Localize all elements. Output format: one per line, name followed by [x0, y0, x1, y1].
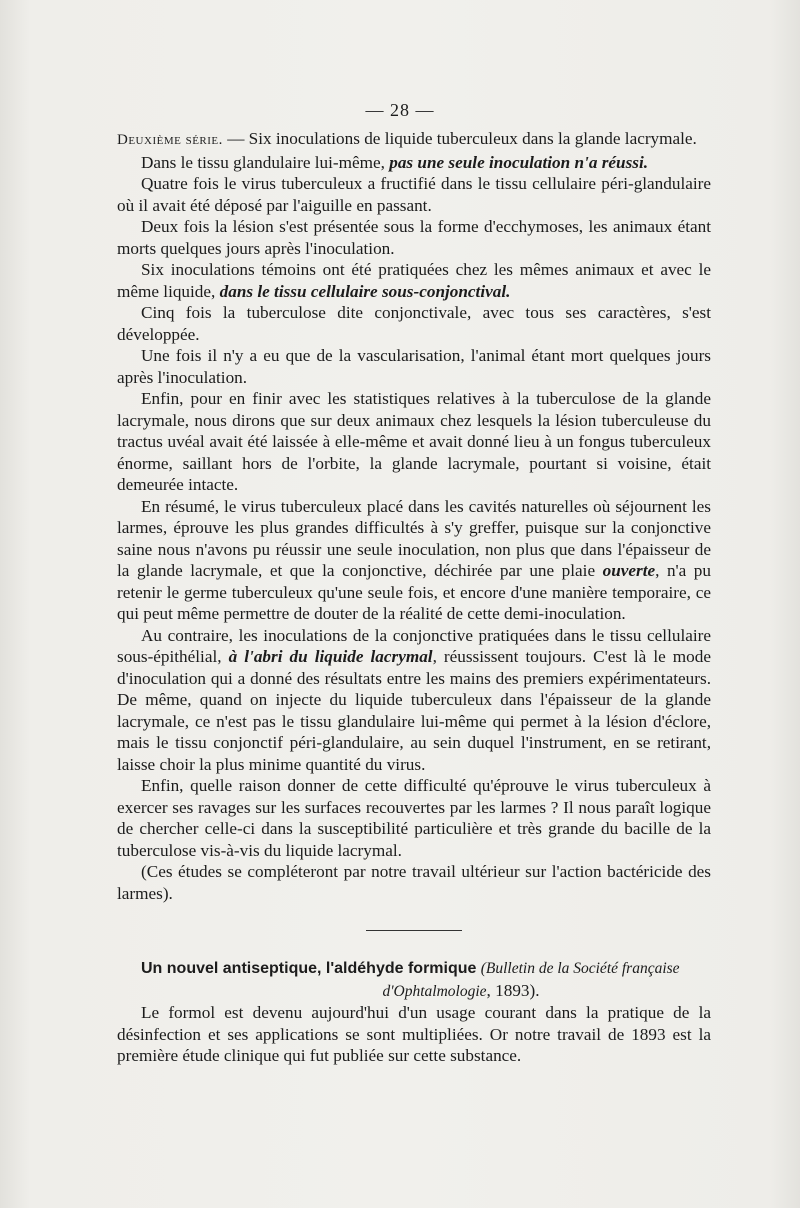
article-title: Un nouvel antiseptique, l'aldéhyde formique: [141, 960, 477, 977]
emphasis-text: ouverte: [602, 561, 656, 580]
section-divider: [366, 930, 462, 931]
article-reference-line2: [117, 980, 711, 1003]
journal-name: d'Ophtalmologie: [382, 982, 487, 1000]
paragraph-10: Enfin, quelle raison donner de cette difficulté qu'éprouve le virus tuberculeux à exercer ses ravages sur les surfaces recouvertes par les larmes ? Il nous paraît logique de chercher celle-ci dans la susceptibilité particulière et très grande du bacille de la tuberculose vis-à-vis du liquide lacrymal.: [117, 776, 711, 860]
paragraph-text: , n'a pu retenir le germe tuberculeux qu'une seule fois, et encore d'une manière temporaire, ce qui peut même permettre de douter de la réalité de cette demi-inoculation.: [117, 561, 711, 623]
paragraph-4: [117, 259, 711, 302]
series-label: Deuxième série.: [117, 132, 223, 148]
series-intro: [117, 128, 711, 152]
emphasis-text: pas une seule inoculation n'a réussi.: [389, 152, 649, 172]
page-body: [117, 128, 711, 1067]
paragraph-text: , réussissent toujours. C'est là le mode d'inoculation qui a donné des résultats entre les mains des premiers expérimentateurs. De même, quand on injecte du liquide tuberculeux dans l'épaisseur de la glande lacrymale, ce n'est pas le tissu glandulaire lui-même qui permet à la lésion d'éclore, mais le tissu conjonctif péri-glandulaire, au sein duquel l'instrument, en se retirant, laisse choir la plus minime quantité du virus.: [117, 647, 711, 774]
paragraph-7: Enfin, pour en finir avec les statistiques relatives à la tuberculose de la glande lacrymale, nous dirons que sur deux animaux chez lesquels la lésion tuberculeuse du tractus uvéal avait été laissée à elle-même et avait donné lieu à un fongus tuberculeux énorme, saillant hors de l'orbite, la glande lacrymale, pourtant si voisine, était demeurée intacte.: [117, 389, 711, 494]
paragraph-8: [117, 496, 711, 625]
paragraph-5: Cinq fois la tuberculose dite conjonctivale, avec tous ses caractères, s'est développée.: [117, 303, 711, 344]
paragraph-text: Dans le tissu glandulaire lui-même,: [141, 152, 390, 172]
journal-year: , 1893).: [486, 980, 540, 1000]
paragraph-3: Deux fois la lésion s'est présentée sous la forme d'ecchymoses, les animaux étant morts quelques jours après l'inoculation.: [117, 217, 711, 258]
series-text: — Six inoculations de liquide tuberculeux dans la glande lacrymale.: [222, 129, 697, 148]
emphasis-text: dans le tissu cellulaire sous-conjonctival.: [219, 281, 511, 301]
paragraph-9: [117, 625, 711, 776]
paragraph-text: En résumé, le virus tuberculeux placé dans les cavités naturelles où séjournent les larmes, éprouve les plus grandes difficultés à s'y greffer, puisque sur la conjonctive saine nous n'avons pu réussir une seule inoculation, non plus que dans l'épaisseur de la glande lacrymale, et que la conjonctive, déchirée par une plaie: [117, 496, 711, 580]
article-heading: [117, 957, 711, 1002]
paragraph-text: Six inoculations témoins ont été pratiquées chez les mêmes animaux et avec le même liquide,: [117, 260, 711, 301]
emphasis-text: à l'abri du liquide lacrymal: [228, 647, 433, 666]
paragraph-text: Au contraire, les inoculations de la conjonctive pratiquées dans le tissu cellulaire sous-épithélial,: [117, 625, 711, 666]
paragraph-1: [117, 152, 711, 174]
article-paragraph: Le formol est devenu aujourd'hui d'un usage courant dans la pratique de la désinfection et ses applications se sont multipliées. Or notre travail de 1893 est la première étude clinique qui fut publiée sur cette substance.: [117, 1003, 711, 1065]
paragraph-11: (Ces études se compléteront par notre travail ultérieur sur l'action bactéricide des larmes).: [117, 862, 711, 903]
article-reference: (Bulletin de la Société française: [480, 960, 680, 977]
page-number: — 28 —: [365, 100, 435, 120]
paragraph-2: Quatre fois le virus tuberculeux a fructifié dans le tissu cellulaire péri-glandulaire où il avait été déposé par l'aiguille en passant.: [117, 174, 711, 215]
paragraph-6: Une fois il n'y a eu que de la vascularisation, l'animal étant mort quelques jours après l'inoculation.: [117, 346, 711, 387]
